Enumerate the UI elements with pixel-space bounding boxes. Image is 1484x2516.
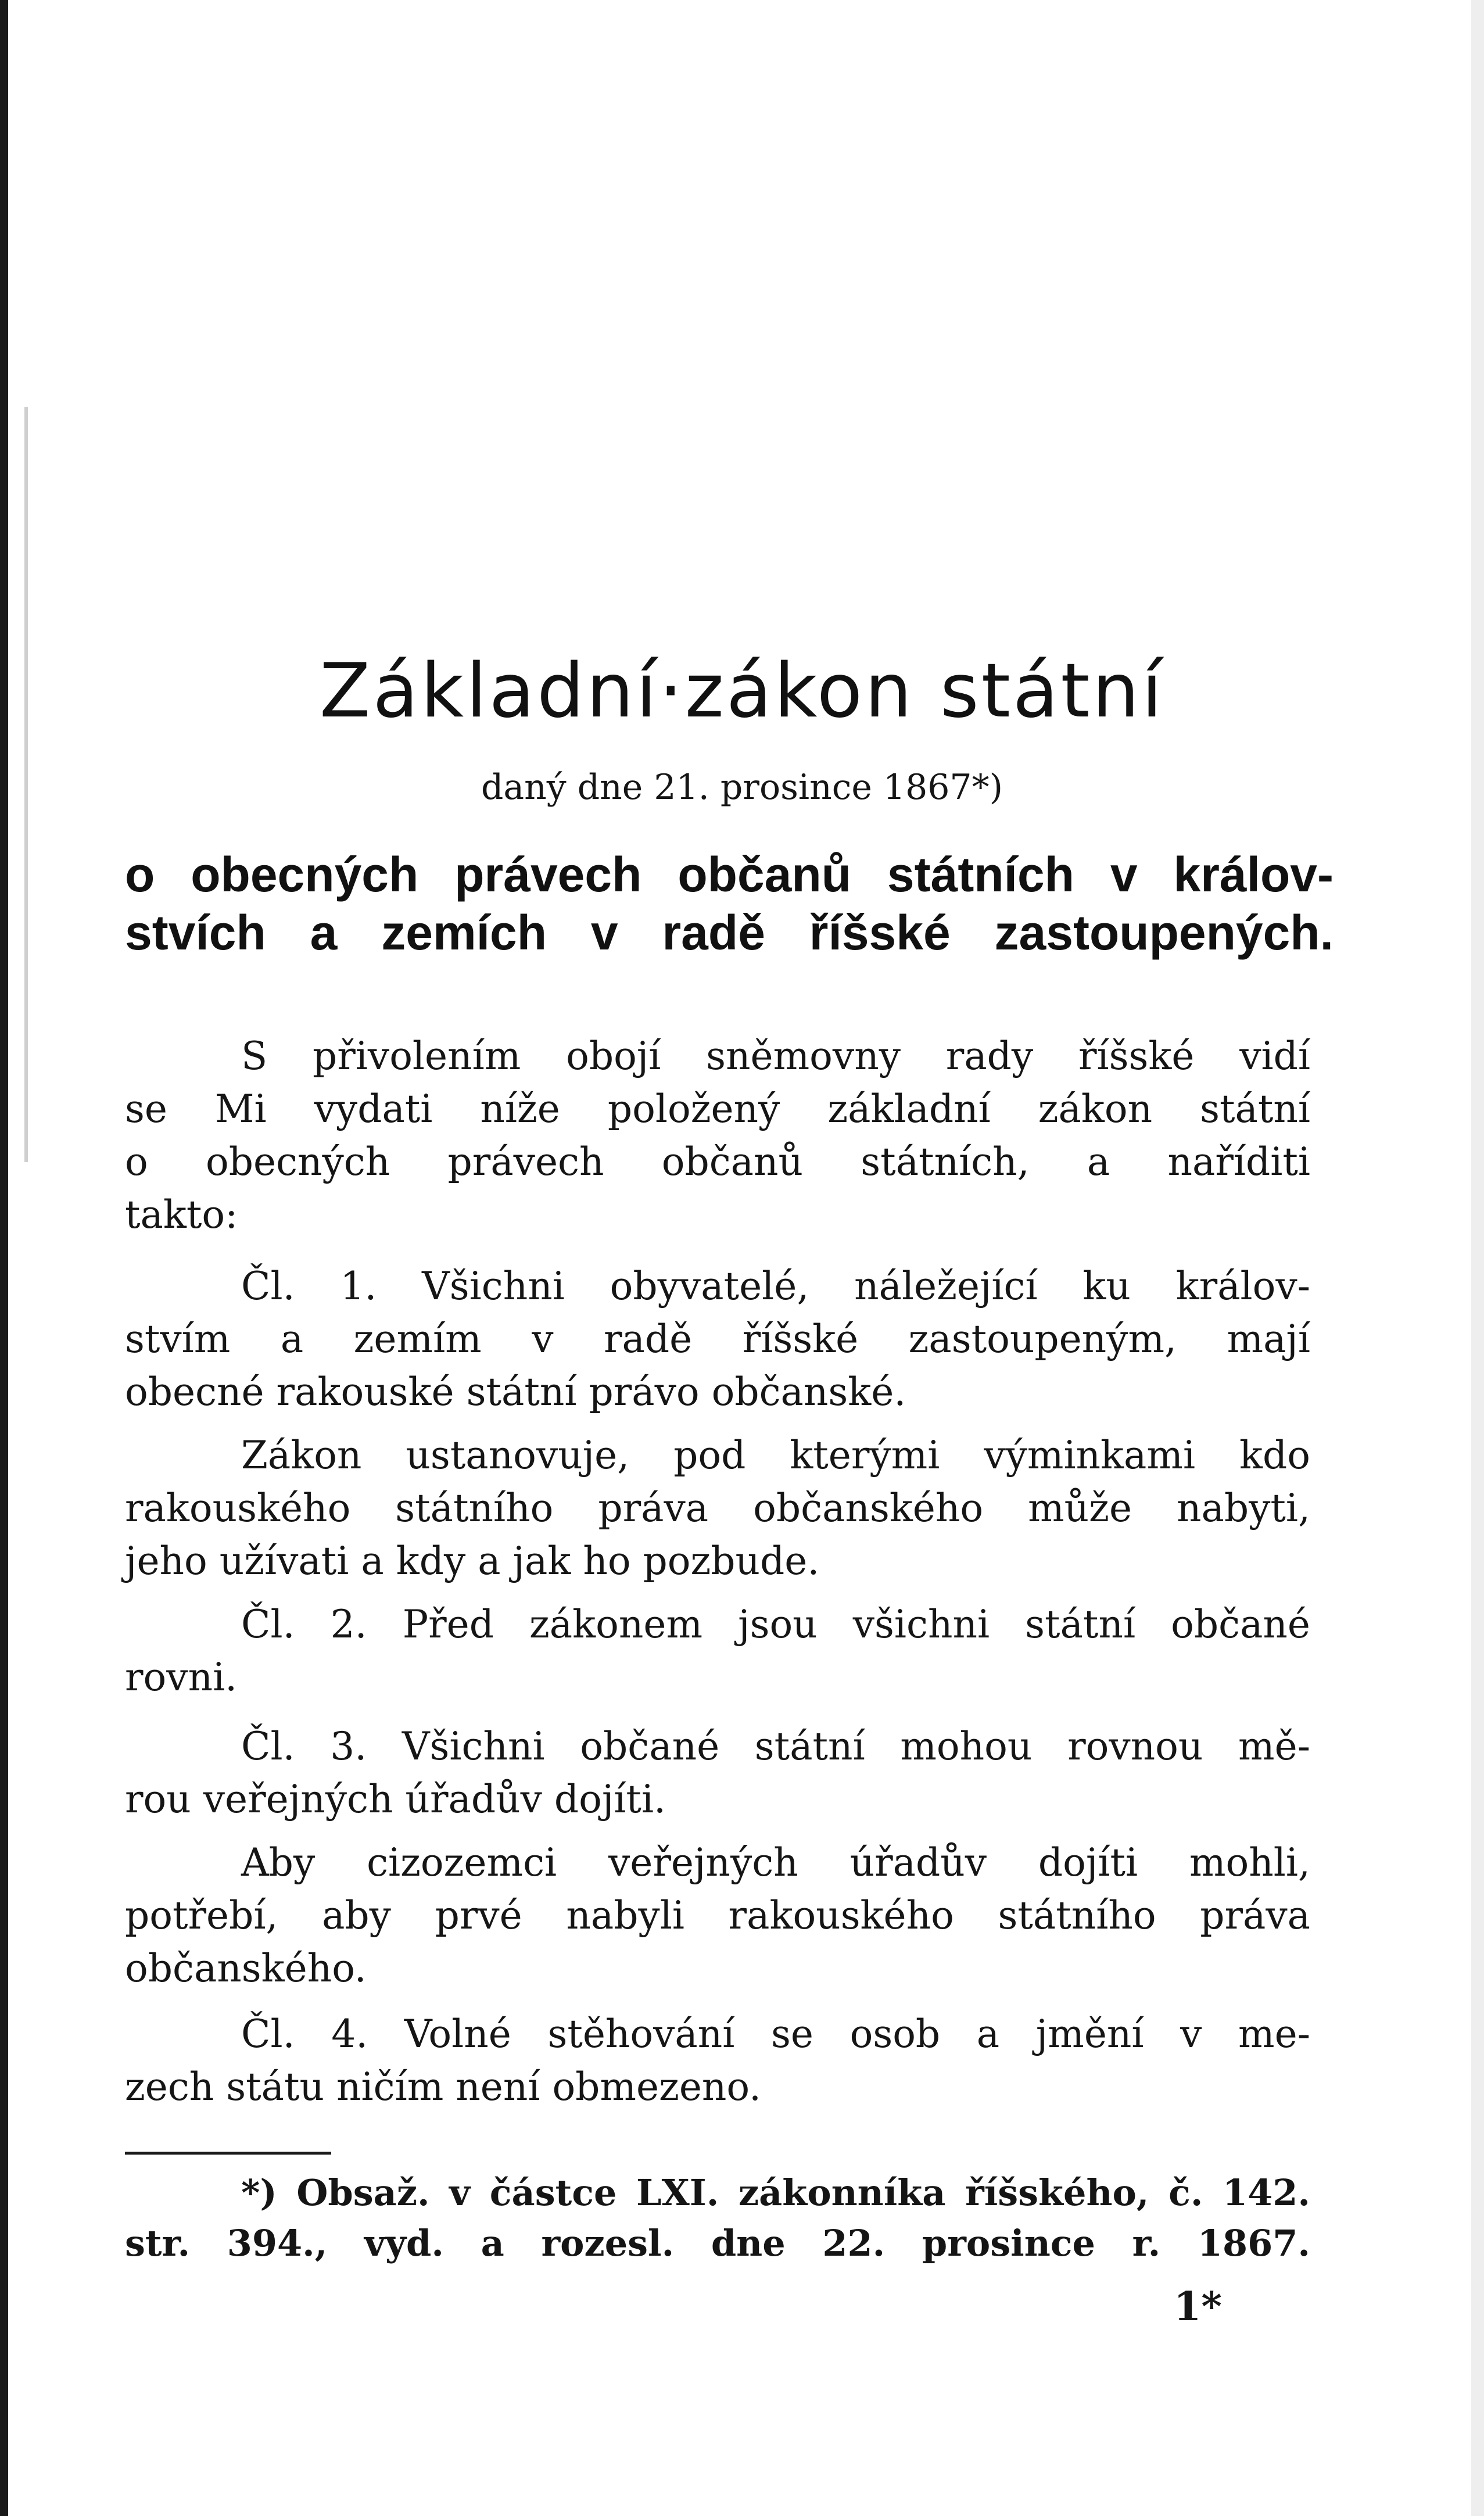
- footnote-line: str. 394., vyd. a rozesl. dne 22. prosince r. 1867.: [125, 2222, 1310, 2264]
- body-line: o obecných právech občanů státních, a naříditi: [125, 1139, 1310, 1184]
- body-line: potřebí, aby prvé nabyli rakouského státního práva: [125, 1893, 1310, 1938]
- page-binding-shadow: [0, 0, 8, 2516]
- body-line: Čl. 2. Před zákonem jsou všichni státní občané: [241, 1602, 1310, 1647]
- footnote-separator: [125, 2152, 331, 2155]
- body-line: Aby cizozemci veřejných úřadův dojíti mohli,: [241, 1840, 1310, 1885]
- subject-heading-line: o obecných právech občanů státních v králov-: [125, 847, 1334, 902]
- body-line: Čl. 4. Volné stěhování se osob a jmění v me-: [241, 2012, 1310, 2056]
- body-line: Čl. 1. Všichni obyvatelé, náležející ku králov-: [241, 1264, 1310, 1309]
- signature-mark: 1*: [1174, 2284, 1222, 2330]
- page-right-margin: [1471, 0, 1484, 2516]
- body-line: rovni.: [125, 1655, 238, 1700]
- page-edge-mark: [24, 407, 28, 1162]
- body-line: obecné rakouské státní právo občanské.: [125, 1370, 906, 1414]
- body-line: takto:: [125, 1192, 238, 1237]
- body-line: rou veřejných úřadův dojíti.: [125, 1777, 666, 1822]
- footnote-line: *) Obsaž. v částce LXI. zákonníka říšského, č. 142.: [241, 2171, 1310, 2214]
- body-line: Zákon ustanovuje, pod kterými výminkami kdo: [241, 1433, 1310, 1478]
- body-line: stvím a zemím v radě říšské zastoupeným, mají: [125, 1317, 1310, 1361]
- body-line: se Mi vydati níže položený základní zákon státní: [125, 1087, 1310, 1131]
- body-line: Čl. 3. Všichni občané státní mohou rovnou mě-: [241, 1724, 1310, 1769]
- body-line: rakouského státního práva občanského může nabyti,: [125, 1486, 1310, 1531]
- body-line: S přivolením obojí sněmovny rady říšské vidí: [241, 1034, 1310, 1078]
- document-title: Základní·zákon státní: [319, 648, 1165, 734]
- body-line: občanského.: [125, 1946, 367, 1991]
- subject-heading-line: stvích a zemích v radě říšské zastoupených.: [125, 905, 1334, 960]
- body-line: zech státu ničím není obmezeno.: [125, 2065, 761, 2109]
- document-date: daný dne 21. prosince 1867*): [481, 767, 1003, 808]
- body-line: jeho užívati a kdy a jak ho pozbude.: [125, 1539, 820, 1583]
